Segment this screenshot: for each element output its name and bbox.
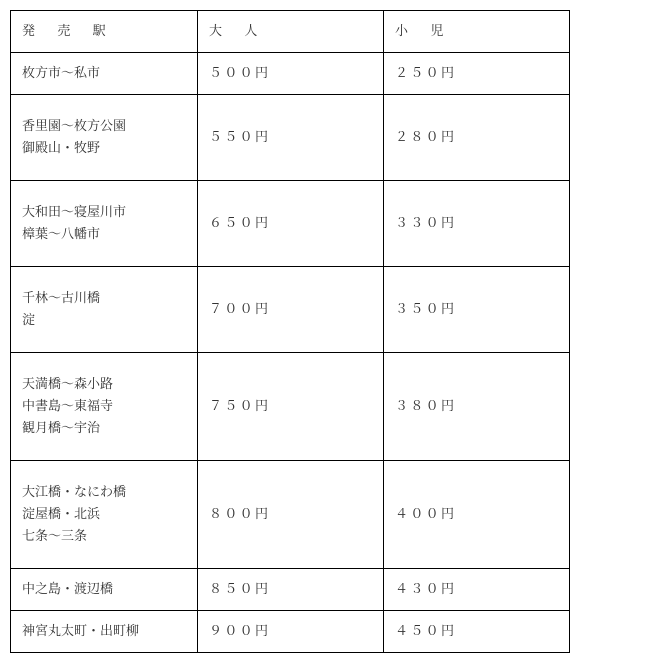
table-row	[11, 181, 570, 267]
adult-fare-cell	[198, 95, 384, 181]
station-name: 淀屋橋・北浜	[22, 506, 101, 522]
station-name: 淀	[22, 312, 36, 328]
station-name: 御殿山・牧野	[22, 140, 101, 156]
adult-fare: ６５０円	[209, 215, 271, 231]
child-fare-cell	[384, 353, 570, 461]
table-row	[11, 569, 570, 611]
station-cell	[11, 95, 198, 181]
station-cell	[11, 267, 198, 353]
child-fare-cell	[384, 611, 570, 653]
child-fare-cell	[384, 461, 570, 569]
station-name: 樟葉〜八幡市	[22, 226, 101, 242]
fare-table	[10, 10, 570, 653]
table-row	[11, 353, 570, 461]
adult-fare: ８００円	[209, 506, 271, 522]
station-cell	[11, 181, 198, 267]
station-cell	[11, 611, 198, 653]
table-row	[11, 611, 570, 653]
adult-fare-cell	[198, 353, 384, 461]
table-row	[11, 267, 570, 353]
station-name: 中書島〜東福寺	[22, 398, 114, 414]
station-name: 天満橋〜森小路	[22, 376, 114, 392]
table-row	[11, 461, 570, 569]
station-name: 枚方市〜私市	[22, 65, 101, 81]
child-fare: ４３０円	[395, 581, 457, 597]
adult-fare-cell	[198, 181, 384, 267]
adult-fare-cell	[198, 53, 384, 95]
adult-fare: ７００円	[209, 301, 271, 317]
station-cell	[11, 353, 198, 461]
table-row	[11, 53, 570, 95]
child-fare-cell	[384, 569, 570, 611]
station-name: 大和田〜寝屋川市	[22, 204, 127, 220]
station-name: 香里園〜枚方公園	[22, 118, 127, 134]
station-cell	[11, 461, 198, 569]
child-fare: ２８０円	[395, 129, 457, 145]
station-name: 七条〜三条	[22, 528, 88, 544]
header-adult	[198, 11, 384, 53]
adult-fare: ５００円	[209, 65, 271, 81]
child-fare: ３３０円	[395, 215, 457, 231]
station-name: 千林〜古川橋	[22, 290, 101, 306]
child-fare: ４５０円	[395, 623, 457, 639]
adult-fare: ８５０円	[209, 581, 271, 597]
adult-fare-cell	[198, 611, 384, 653]
adult-fare-cell	[198, 267, 384, 353]
child-fare-cell	[384, 95, 570, 181]
child-fare-cell	[384, 181, 570, 267]
station-cell	[11, 53, 198, 95]
child-fare: ３５０円	[395, 301, 457, 317]
child-fare: ４００円	[395, 506, 457, 522]
station-name: 神宮丸太町・出町柳	[22, 623, 140, 639]
child-fare-cell	[384, 53, 570, 95]
station-name: 観月橋〜宇治	[22, 420, 101, 436]
station-name: 中之島・渡辺橋	[22, 581, 114, 597]
child-fare-cell	[384, 267, 570, 353]
adult-fare-cell	[198, 461, 384, 569]
adult-fare: ９００円	[209, 623, 271, 639]
header-adult-label: 大 人	[209, 23, 267, 39]
adult-fare: ５５０円	[209, 129, 271, 145]
child-fare: ３８０円	[395, 398, 457, 414]
child-fare: ２５０円	[395, 65, 457, 81]
table-header-row	[11, 11, 570, 53]
header-station	[11, 11, 198, 53]
header-station-label: 発 売 駅	[22, 23, 115, 39]
station-cell	[11, 569, 198, 611]
adult-fare: ７５０円	[209, 398, 271, 414]
adult-fare-cell	[198, 569, 384, 611]
header-child-label: 小 児	[395, 23, 453, 39]
header-child	[384, 11, 570, 53]
table-row	[11, 95, 570, 181]
station-name: 大江橋・なにわ橋	[22, 484, 127, 500]
